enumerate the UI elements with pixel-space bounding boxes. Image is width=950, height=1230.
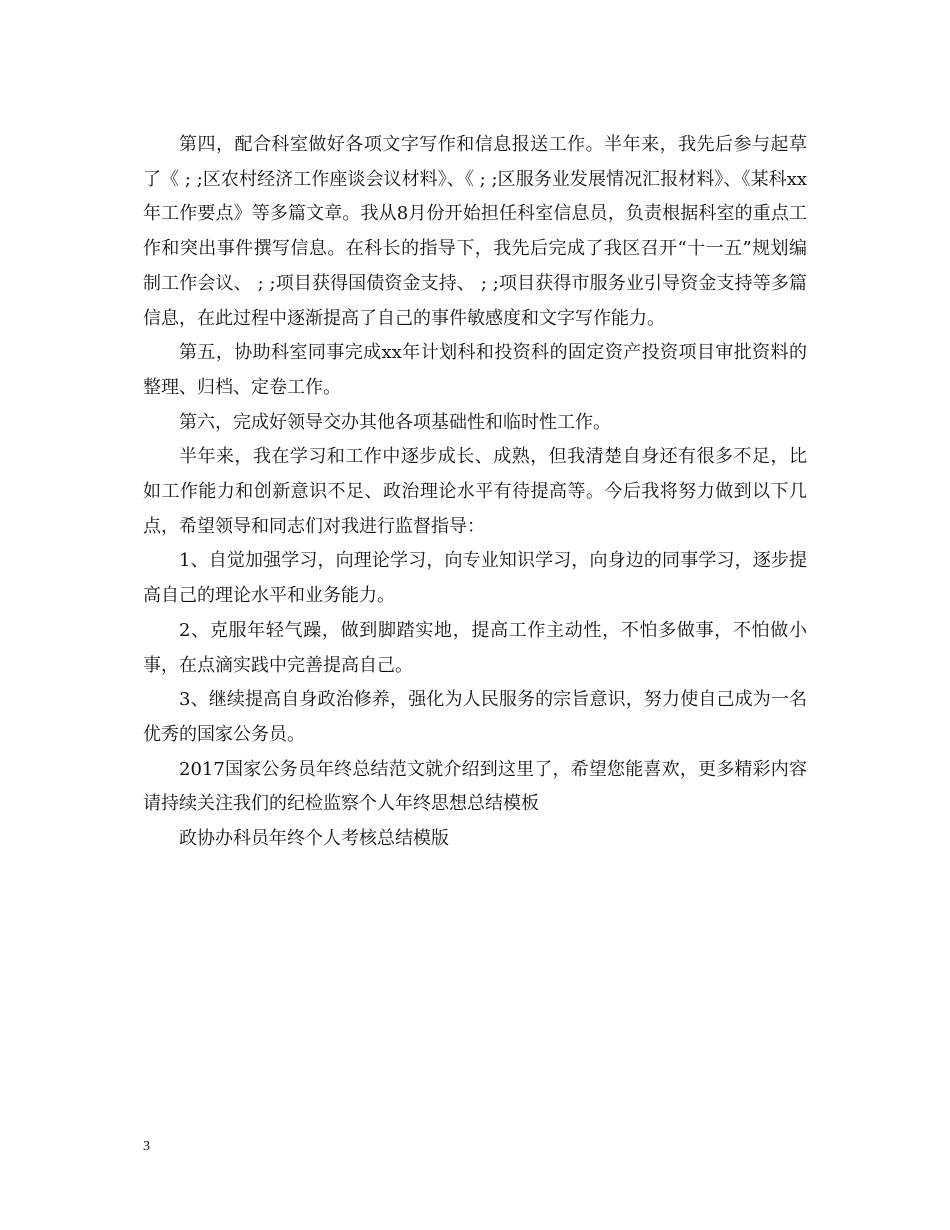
- paragraph-related-title: 政协办科员年终个人考核总结模版: [179, 828, 449, 850]
- paragraph-item-6: 第六，完成好领导交办其他各项基础性和临时性工作。: [179, 411, 611, 433]
- paragraph-closing: 2017国家公务员年终总结范文就介绍到这里了，希望您能喜欢，更多精彩内容请持续关注我们的纪检监察个人年终思想总结模板: [143, 758, 807, 815]
- body-text: [143, 128, 807, 857]
- paragraph-item-4: 第四，配合科室做好各项文字写作和信息报送工作。半年来，我先后参与起草了《 ; ;区农村经济工作座谈会议材料》、《 ; ;区服务业发展情况汇报材料》、《某科xx年工作要点》等多篇文章。我从8月份开始担任科室信息员，负责根据科室的重点工作和突出事件撰写信息。在科长的指导下，我先后完成了我区召开“十一五”规划编制工作会议、 ; ;项目获得国债资金支持、 ; ;项目获得市服务业引导资金支持等多篇信息，在此过程中逐渐提高了自己的事件敏感度和文字写作能力。: [143, 134, 807, 329]
- paragraph-point-3: 3、继续提高自身政治修养，强化为人民服务的宗旨意识，努力使自己成为一名优秀的国家公务员。: [143, 689, 807, 745]
- paragraph-summary: 半年来，我在学习和工作中逐步成长、成熟，但我清楚自身还有很多不足，比如工作能力和创新意识不足、政治理论水平有待提高等。今后我将努力做到以下几点，希望领导和同志们对我进行监督指导：: [143, 446, 807, 537]
- page-number: 3: [143, 1139, 150, 1154]
- paragraph-item-5: 第五，协助科室同事完成xx年计划科和投资科的固定资产投资项目审批资料的整理、归档、定卷工作。: [143, 342, 807, 398]
- paragraph-point-2: 2、克服年轻气躁，做到脚踏实地，提高工作主动性，不怕多做事，不怕做小事，在点滴实践中完善提高自己。: [143, 619, 807, 676]
- paragraph-point-1: 1、自觉加强学习，向理论学习，向专业知识学习，向身边的同事学习，逐步提高自己的理论水平和业务能力。: [143, 550, 807, 607]
